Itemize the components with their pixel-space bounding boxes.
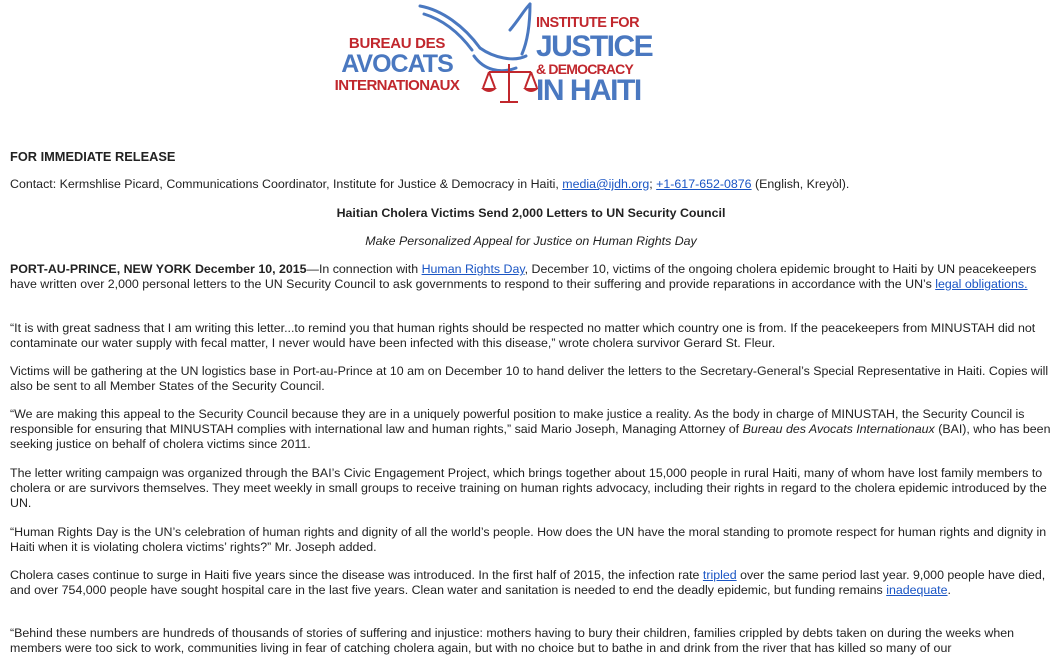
- human-rights-day-link[interactable]: Human Rights Day: [421, 262, 525, 276]
- paragraph-stories: “Behind these numbers are hundreds of thousands of stories of suffering and injustice: mothers having to bury their children, families crippled by debts taken on during the weeks when members were too sick to work, communities living in fear of catching cholera again, but with no choice but to bathe in and drink from the river that has killed so many of our: [10, 626, 1014, 655]
- contact-prefix: Contact: Kermshlise Picard, Communications Coordinator, Institute for Justice & Democracy in Haiti,: [10, 177, 563, 191]
- stats-text-c: .: [947, 583, 951, 597]
- logo-democracy: & DEMOCRACY: [536, 60, 633, 77]
- release-label: FOR IMMEDIATE RELEASE: [10, 149, 176, 164]
- contact-separator: ;: [649, 177, 657, 191]
- dateline: PORT-AU-PRINCE, NEW YORK December 10, 2015: [10, 262, 307, 276]
- legal-obligations-link[interactable]: legal obligations.: [935, 277, 1028, 291]
- joseph-text-a: “We are making this appeal to the Security Council because they are in a uniquely powerful position to make justice a reality. As the body in charge of MINUSTAH, the Security Council is responsible for ensuring that MINUSTAH complies with international law and human rights,” said Mario Joseph, Managing Attorney of: [10, 407, 1025, 436]
- intro-text-b: , December 10, victims of the ongoing cholera epidemic brought to Haiti by UN peacekeepers have written over 2,000 personal letters to the UN Security Council to ask governments to respond to their suffering and provide reparations in accordance with the UN’s: [10, 262, 1037, 291]
- subheadline: Make Personalized Appeal for Justice on Human Rights Day: [365, 234, 697, 248]
- ijdh-logo-text: [536, 15, 653, 107]
- paragraph-cholera-stats: [10, 568, 1052, 598]
- paragraph-campaign: The letter writing campaign was organized through the BAI’s Civic Engagement Project, which brings together about 15,000 people in rural Haiti, many of whom have lost family members to cholera or are survivors themselves. They meet weekly in small groups to receive training on human rights advocacy, including their rights in regard to the cholera epidemic introduced by the UN.: [10, 466, 1047, 510]
- contact-line: [10, 177, 849, 192]
- logo-justice: JUSTICE: [536, 29, 653, 63]
- tripled-link[interactable]: tripled: [702, 568, 737, 582]
- logo-internationaux: INTERNATIONAUX: [334, 77, 460, 94]
- logo-avocats: AVOCATS: [341, 50, 453, 78]
- logo-in-haiti: IN HAITI: [536, 73, 641, 107]
- contact-suffix: (English, Kreyòl).: [751, 177, 850, 191]
- intro-text-a: —In connection with: [306, 262, 422, 276]
- organization-logo: [324, 0, 653, 112]
- logo-institute-for: INSTITUTE FOR: [536, 15, 640, 31]
- logo-bureau-des: BUREAU DES: [348, 35, 446, 52]
- bai-logo-text: [332, 36, 462, 93]
- joseph-text-b: (BAI), who has been seeking justice on behalf of cholera victims since 2011.: [10, 422, 1051, 451]
- headline: Haitian Cholera Victims Send 2,000 Letters to UN Security Council: [336, 206, 726, 220]
- contact-phone-link[interactable]: +1-617-652-0876: [656, 177, 752, 191]
- paragraph-quote-joseph: [10, 407, 1052, 452]
- stats-text-a: Cholera cases continue to surge in Haiti five years since the disease was introduced. In the first half of 2015, the infection rate: [10, 568, 703, 582]
- paragraph-gathering: Victims will be gathering at the UN logistics base in Port-au-Prince at 10 am on December 10 to hand deliver the letters to the Secretary-General’s Special Representative in Haiti. Copies will also be sent to all Member States of the Security Council.: [10, 364, 1049, 393]
- paragraph-intro: [10, 262, 1052, 292]
- stats-text-b: over the same period last year. 9,000 people have died, and over 754,000 people have sought hospital care in the last five years. Clean water and sanitation is needed to end the deadly epidemic, but funding remains: [10, 568, 1046, 597]
- contact-email-link[interactable]: media@ijdh.org: [562, 177, 650, 191]
- inadequate-link[interactable]: inadequate: [886, 583, 948, 597]
- paragraph-human-rights-day: “Human Rights Day is the UN’s celebration of human rights and dignity of all the world’s people. How does the UN have the moral standing to promote respect for human rights and dignity in Haiti when it is violating cholera victims’ rights?” Mr. Joseph added.: [10, 525, 1047, 554]
- paragraph-quote-survivor: “It is with great sadness that I am writing this letter...to remind you that human rights should be respected no matter which country one is from. If the peacekeepers from MINUSTAH did not contaminate our water supply with fecal matter, I never would have been infected with this disease,” wrote cholera survivor Gerard St. Fleur.: [10, 321, 1036, 350]
- bai-name-italic: Bureau des Avocats Internationaux: [742, 422, 935, 436]
